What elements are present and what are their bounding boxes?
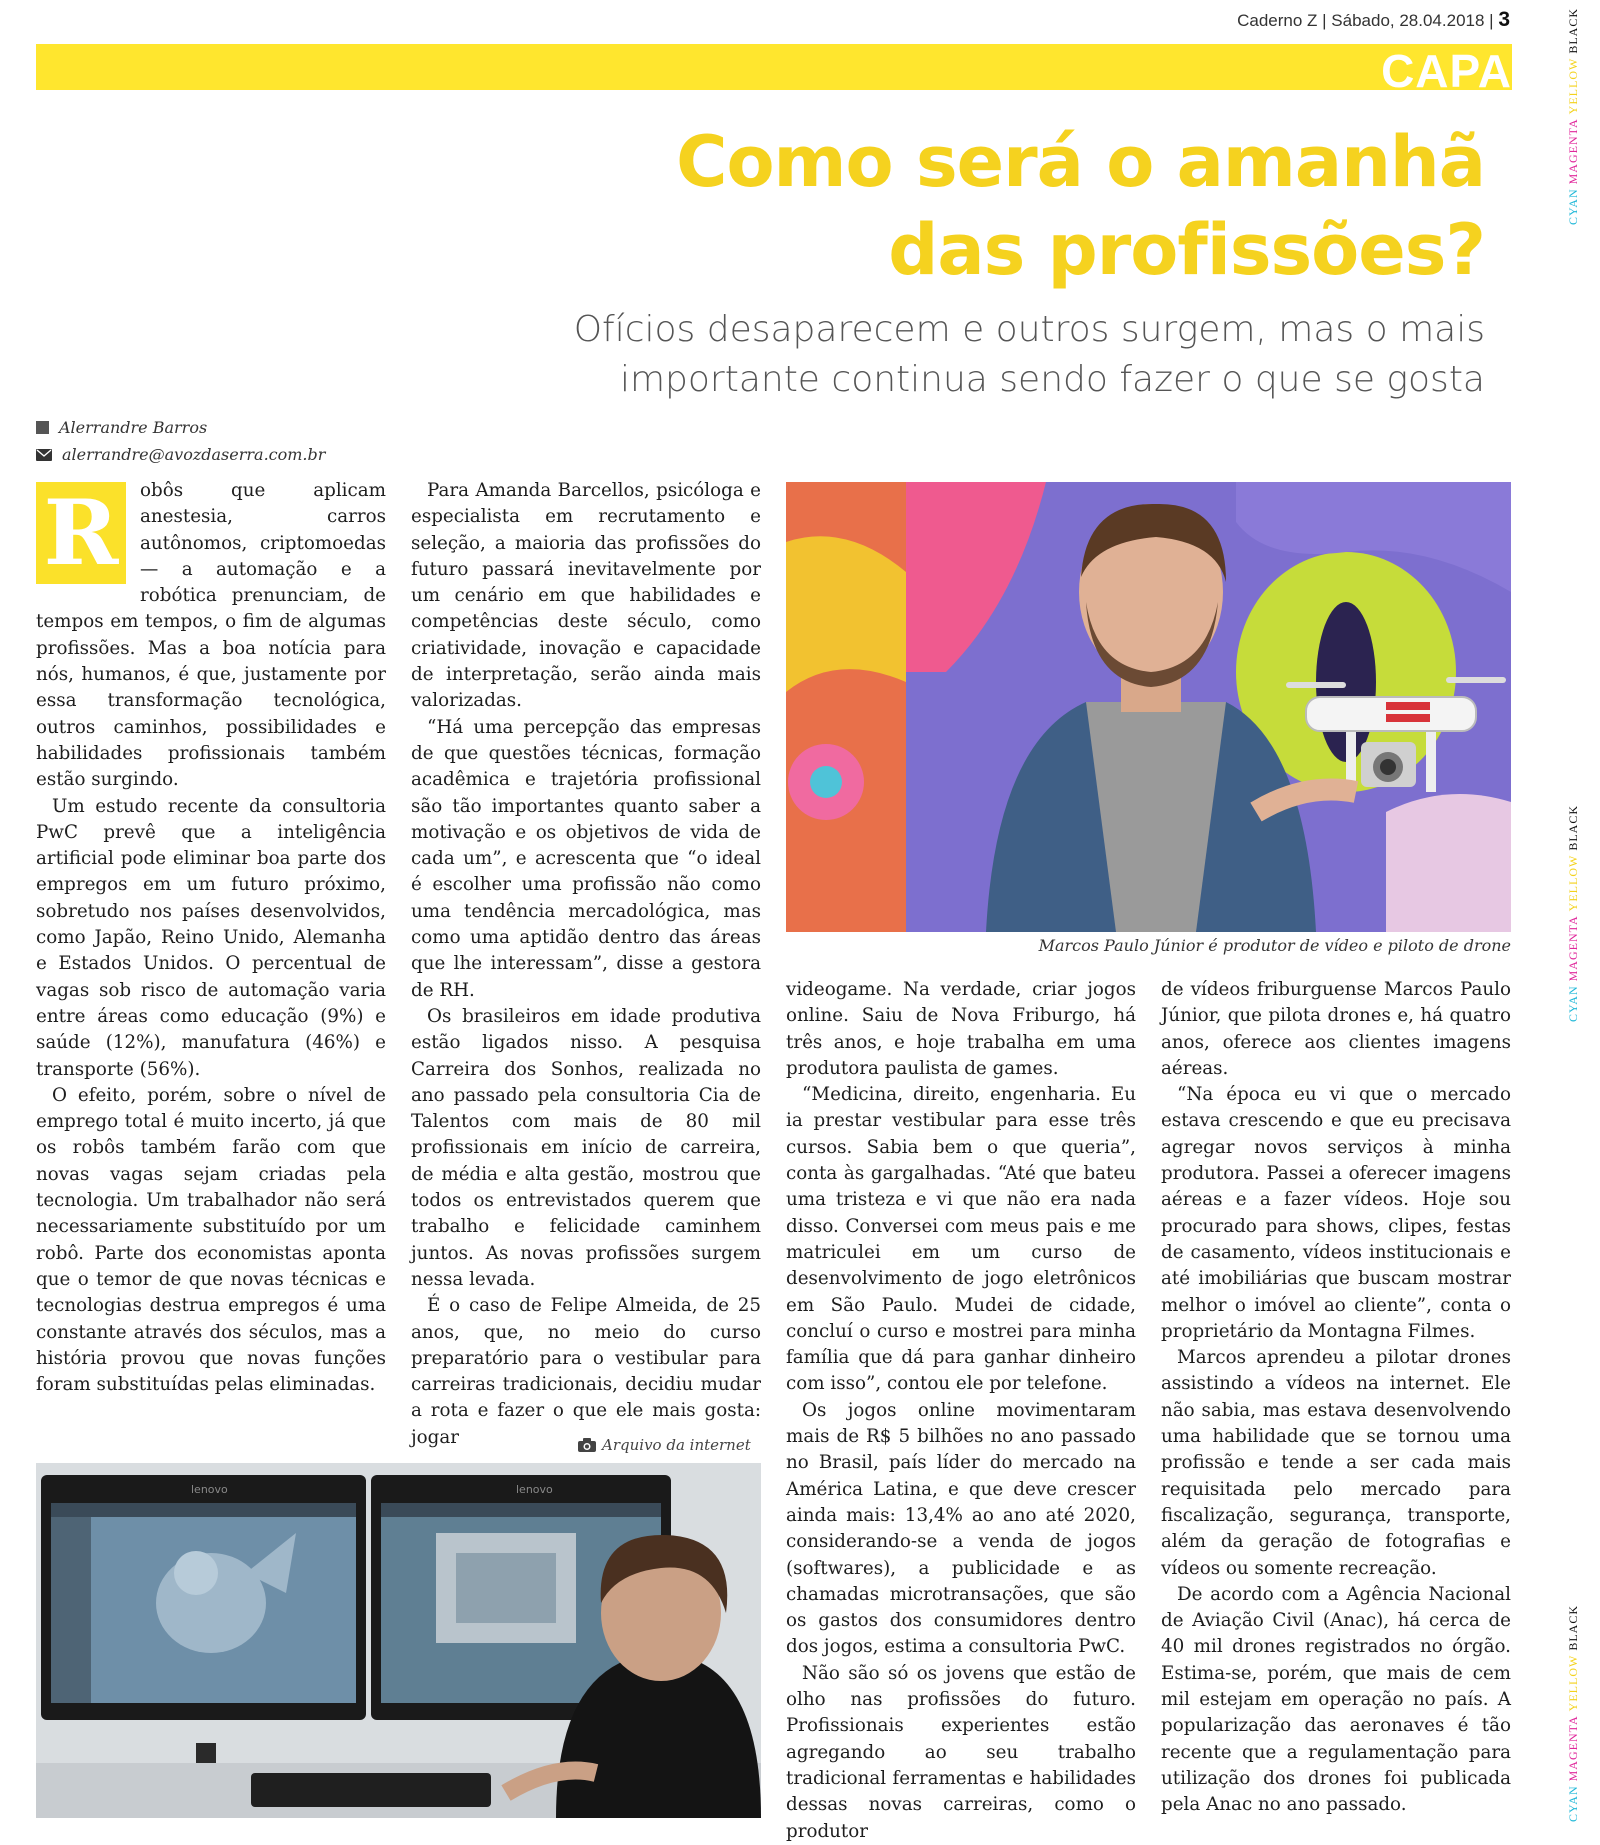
article-column-2 bbox=[411, 478, 761, 1451]
subhead-line-1: Ofícios desaparecem e outros surgem, mas o mais bbox=[573, 309, 1485, 350]
game-developer-illustration bbox=[36, 1463, 761, 1818]
paragraph: Os jogos online movimentaram mais de R$ 5 bilhões no ano passado no Brasil, país líder do mercado na América Latina, e que deve crescer ainda mais: 13,4% ao ano até 2020, considerando-se a venda de jogos (softwares), a publicidade e as chamadas microtransações, que são os gastos dos consumidores dentro dos jogos, estima a consultoria PwC. bbox=[786, 1399, 1136, 1658]
monitor-brand-right: lenovo bbox=[516, 1483, 553, 1496]
drop-cap: R bbox=[36, 482, 126, 584]
photo-caption: Marcos Paulo Júnior é produtor de vídeo e piloto de drone bbox=[1038, 936, 1511, 955]
folio-text: Caderno Z | Sábado, 28.04.2018 | bbox=[1237, 11, 1494, 30]
reg-cyan: CYAN bbox=[1566, 985, 1580, 1023]
section-tag: CAPA bbox=[1381, 45, 1512, 97]
subhead bbox=[335, 305, 1485, 405]
article-column-1 bbox=[36, 478, 386, 1398]
paragraph: “Há uma percepção das empresas de que questões técnicas, formação acadêmica e trajetória profissional são tão importantes quanto saber a motivação e os objetivos de vida de cada um”, e acrescenta que “o ideal é escolher uma profissão não como uma tendência mercadológica, mas como uma aptidão dentro das áreas que lhe interessam”, disse a gestora de RH. bbox=[411, 716, 761, 1001]
photo-credit-text: Arquivo da internet bbox=[602, 1436, 751, 1454]
envelope-icon bbox=[36, 449, 52, 461]
paragraph: videogame. Na verdade, criar jogos online. Saiu de Nova Friburgo, há três anos, e hoje trabalha em uma produtora paulista de games. bbox=[786, 979, 1136, 1079]
reg-magenta: MAGENTA bbox=[1566, 118, 1580, 185]
camera-icon bbox=[578, 1438, 596, 1452]
reg-yellow: YELLOW bbox=[1566, 57, 1580, 115]
byline bbox=[36, 414, 325, 468]
reg-cyan: CYAN bbox=[1566, 188, 1580, 226]
author-name: Alerrandre Barros bbox=[59, 418, 208, 437]
subhead-line-2: importante continua sendo fazer o que se gosta bbox=[619, 359, 1485, 400]
photo-drone-pilot bbox=[786, 482, 1511, 932]
article-column-3 bbox=[786, 977, 1136, 1845]
article-column-4 bbox=[1161, 977, 1511, 1819]
square-bullet-icon bbox=[36, 421, 49, 434]
headline-line-1: Como será o amanhã bbox=[676, 121, 1485, 203]
drone-pilot-illustration bbox=[786, 482, 1511, 932]
paragraph: “Na época eu vi que o mercado estava crescendo e que eu precisava agregar novos serviços à minha produtora. Passei a oferecer imagens aéreas e a fazer vídeos. Hoje sou procurado para shows, clipes, festas de casamento, vídeos institucionais e até imobiliárias que buscam mostrar melhor o imóvel ao cliente”, conta o proprietário da Montagna Filmes. bbox=[1161, 1084, 1511, 1342]
reg-magenta: MAGENTA bbox=[1566, 915, 1580, 982]
page-folio bbox=[1237, 8, 1510, 32]
reg-black: BLACK bbox=[1566, 8, 1580, 54]
headline-line-2: das profissões? bbox=[888, 209, 1485, 291]
paragraph: Não são só os jovens que estão de olho nas profissões do futuro. Profissionais experientes estão agregando ao seu trabalho tradicional ferramentas e habilidades dessas novas carreiras, como o produtor bbox=[786, 1662, 1136, 1842]
paragraph: Um estudo recente da consultoria PwC prevê que a inteligência artificial pode eliminar boa parte dos empregos em um futuro próximo, sobretudo nos países desenvolvidos, como Japão, Reino Unido, Alemanha e Estados Unidos. O percentual de vagas sob risco de automação varia entre áreas como educação (9%) e saúde (12%), manufatura (46%) e transporte (56%). bbox=[36, 795, 386, 1080]
reg-black: BLACK bbox=[1566, 805, 1580, 851]
section-bar bbox=[36, 44, 1512, 97]
paragraph: Para Amanda Barcellos, psicóloga e especialista em recrutamento e seleção, a maioria das profissões do futuro passará inevitavelmente por um cenário em que habilidades e competências deste século, como criatividade, inovação e capacidade de interpretação, serão ainda mais valorizadas. bbox=[411, 480, 761, 712]
reg-black: BLACK bbox=[1566, 1605, 1580, 1651]
byline-author-row bbox=[36, 414, 325, 441]
paragraph: Os brasileiros em idade produtiva estão ligados nisso. A pesquisa Carreira dos Sonhos, realizada no ano passado pela consultoria Cia de Talentos com mais de 80 mil profissionais em início de carreira, de média e alta gestão, mostrou que todos os entrevistados querem que trabalho e felicidade caminhem juntos. As novas profissões surgem nessa levada. bbox=[411, 1005, 761, 1290]
reg-yellow: YELLOW bbox=[1566, 1654, 1580, 1712]
paragraph: O efeito, porém, sobre o nível de emprego total é muito incerto, já que os robôs também farão com que novas vagas sejam criadas pela tecnologia. Um trabalhador não será necessariamente substituído por um robô. Parte dos economistas aponta que o temor de que novas técnicas e tecnologias destrua empregos é uma constante através dos séculos, mas a história provou que novas funções foram substituídas pelas eliminadas. bbox=[36, 1084, 386, 1396]
paragraph: de vídeos friburguense Marcos Paulo Júnior, que pilota drones e, há quatro anos, oferece aos clientes imagens aéreas. bbox=[1161, 979, 1511, 1079]
reg-magenta: MAGENTA bbox=[1566, 1715, 1580, 1782]
registration-mark-bottom bbox=[1566, 1605, 1586, 1822]
monitor-brand-left: lenovo bbox=[191, 1483, 228, 1496]
reg-yellow: YELLOW bbox=[1566, 854, 1580, 912]
headline bbox=[385, 118, 1485, 294]
page-number: 3 bbox=[1498, 8, 1510, 31]
byline-email-row bbox=[36, 441, 325, 468]
reg-cyan: CYAN bbox=[1566, 1785, 1580, 1823]
author-email[interactable]: alerrandre@avozdaserra.com.br bbox=[62, 445, 326, 464]
paragraph: “Medicina, direito, engenharia. Eu ia prestar vestibular para esse três cursos. Sabia bem o que queria”, conta às gargalhadas. “Até que bateu uma tristeza e vi que não era nada disso. Conversei com meus pais e me matriculei em um curso de desenvolvimento de jogo eletrônicos em São Paulo. Mudei de cidade, concluí o curso e mostrei para minha família que dá para ganhar dinheiro com isso”, contou ele por telefone. bbox=[786, 1084, 1136, 1395]
paragraph: É o caso de Felipe Almeida, de 25 anos, que, no meio do curso preparatório para o vestibular para carreiras tradicionais, decidiu mudar a rota e fazer o que ele mais gosta: jogar bbox=[411, 1295, 761, 1448]
paragraph: De acordo com a Agência Nacional de Aviação Civil (Anac), há cerca de 40 mil drones registrados no órgão. Estima-se, porém, que mais de cem mil estejam em operação no país. A popularização das aeronaves é tão recente que a regulamentação para utilização dos drones foi publicada pela Anac no ano passado. bbox=[1161, 1583, 1511, 1816]
photo-credit bbox=[578, 1436, 751, 1454]
registration-mark-top bbox=[1566, 8, 1586, 225]
photo-game-developer bbox=[36, 1463, 761, 1818]
registration-mark-middle bbox=[1566, 805, 1586, 1022]
paragraph: Marcos aprendeu a pilotar drones assistindo a vídeos na internet. Ele não sabia, mas estava desenvolvendo uma habilidade que se tornou uma profissão e tende a ser cada mais requisitada pelo mercado para fiscalização, segurança, transporte, além da geração de fotografias e vídeos ou somente recreação. bbox=[1161, 1347, 1511, 1579]
paragraph: obôs que aplicam anestesia, carros autônomos, criptomoedas — a automação e a robótica prenunciam, de tempos em tempos, o fim de algumas profissões. Mas a boa notícia para nós, humanos, é que, justamente por essa transformação tecnológica, outros caminhos, possibilidades e habilidades profissionais também estão surgindo. bbox=[36, 480, 386, 791]
